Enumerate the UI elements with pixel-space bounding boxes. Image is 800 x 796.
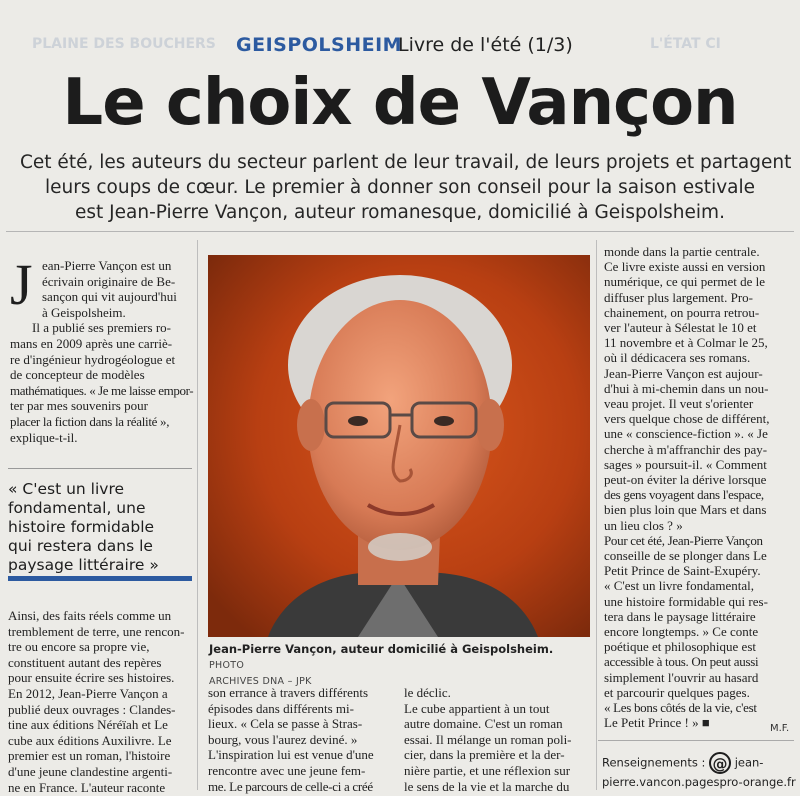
text-line: mans en 2009 après une carriè- <box>10 335 173 351</box>
text-line: une « conscience-fiction ». « Je <box>604 426 768 442</box>
text-line: chainement, on pourra retrou- <box>604 304 760 320</box>
text-line: pour ensuite écrire ses histoires. <box>8 670 175 686</box>
info-email-start: jean- <box>734 755 764 770</box>
text-line: peut-on éviter la dérive lorsque <box>604 472 767 488</box>
text-line: placer la fiction dans la réalité », <box>10 413 170 429</box>
info-email-end: pierre.vancon.pagespro-orange.fr <box>602 775 796 789</box>
text-line: cier, dans la première et la der- <box>404 747 565 763</box>
caption-text: Jean-Pierre Vançon, auteur domicilié à Geispolsheim. <box>209 642 554 656</box>
column-2-bottom <box>208 685 396 794</box>
text-line: En 2012, Jean-Pierre Vançon a <box>8 685 168 701</box>
at-icon: @ <box>709 752 731 774</box>
text-line: tine aux éditions Néréïah et Le <box>8 717 168 733</box>
text-line: rencontre avec une jeune fem- <box>208 762 366 778</box>
text-line: ter par mes souvenirs pour <box>10 398 148 414</box>
column-1-intro <box>10 252 194 445</box>
info-box <box>602 752 796 790</box>
section-town: GEISPOLSHEIM <box>236 34 403 56</box>
text-line: à Geispolsheim. <box>42 304 126 320</box>
text-line: Jean-Pierre Vançon est aujour- <box>604 365 763 381</box>
headline: Le choix de Vançon <box>62 66 738 140</box>
text-line: accessible à tous. On peut aussi <box>604 654 759 670</box>
text-line: bourg, vous l'aurez deviné. » <box>208 731 358 747</box>
chapo <box>20 150 792 225</box>
drop-cap: J <box>10 252 33 317</box>
text-line: simplement l'ouvrir au hasard <box>604 669 759 685</box>
text-line: son errance à travers différents <box>208 685 369 700</box>
info-rule <box>598 740 794 741</box>
text-line: veau projet. Il veut s'orienter <box>604 396 754 412</box>
text-line: Pour cet été, Jean-Pierre Vançon <box>604 532 763 548</box>
text-line: bien plus loin que Mars et dans <box>604 502 767 518</box>
chapo-line: leurs coups de cœur. Le premier à donner son conseil pour la saison estivale <box>44 177 756 198</box>
text-line: cube aux éditions Auxilivre. Le <box>8 732 172 748</box>
ghost-text-top-right: L'ÉTAT CI <box>650 36 721 52</box>
text-line: poétique et philosophique est <box>604 639 757 655</box>
quote-rule-bottom <box>8 576 192 581</box>
top-rule <box>6 231 794 232</box>
text-line: encore longtemps. » Ce conte <box>604 624 759 640</box>
text-line: vers quelque chose de différent, <box>604 411 770 427</box>
caption-credit-archives: ARCHIVES DNA – JPK <box>209 676 312 687</box>
photo-caption <box>209 642 591 689</box>
column-1-bottom <box>8 608 192 795</box>
text-line: ver l'auteur à Sélestat le 10 et <box>604 320 757 336</box>
text-line: des gens voyagent dans l'espace, <box>604 487 764 503</box>
text-line: lieux. « Cela se passe à Stras- <box>208 716 363 732</box>
column-separator <box>596 240 597 790</box>
quote-line: « C'est un livre <box>8 480 125 498</box>
text-line: premier est un roman, l'histoire <box>8 748 171 764</box>
section-header <box>0 28 800 68</box>
text-line: écrivain originaire de Be- <box>42 273 176 289</box>
text-line: « C'est un livre fondamental, <box>604 578 755 594</box>
text-line: constituent autant des repères <box>8 654 162 670</box>
text-line: conseille de se plonger dans Le <box>604 548 767 564</box>
text-line: Petit Prince de Saint-Exupéry. <box>604 563 761 579</box>
text-line: d'hui à mi-chemin dans un nou- <box>604 380 769 396</box>
text-line: explique-t-il. <box>10 429 78 445</box>
text-line: Ce livre existe aussi en version <box>604 259 766 275</box>
text-line: de concepteur de modèles <box>10 367 145 383</box>
text-line: 11 novembre et à Colmar le 25, <box>604 335 768 351</box>
text-line: cherche à m'affranchir des pay- <box>604 441 768 457</box>
text-line: le sens de la vie et la marche du <box>404 778 570 794</box>
text-line: où il dédicacera ses romans. <box>604 350 751 366</box>
portrait-illustration <box>208 255 590 637</box>
text-line: re d'ingénieur hydrogéologue et <box>10 351 176 367</box>
chapo-line: est Jean-Pierre Vançon, auteur romanesque, domicilié à Geispolsheim. <box>75 202 725 223</box>
caption-credit: PHOTO <box>209 660 245 671</box>
text-line: Le cube appartient à un tout <box>404 700 550 716</box>
text-line: diffuser plus largement. Pro- <box>604 289 753 305</box>
quote-line: paysage littéraire » <box>8 556 159 574</box>
text-line: un lieu clos ? » <box>604 517 683 533</box>
text-line: essai. Il mélange un roman poli- <box>404 731 572 747</box>
text-line: tera dans le paysage littéraire <box>604 608 756 624</box>
text-line: sançon qui vit aujourd'hui <box>42 289 177 305</box>
text-line: ne en France. L'auteur raconte <box>8 779 166 795</box>
text-line: Le Petit Prince ! » ■ <box>604 715 710 731</box>
text-line: tre ou encore sa propre vie, <box>8 639 150 655</box>
text-line: L'inspiration lui est venue d'une <box>208 747 374 763</box>
text-line: ean-Pierre Vançon est un <box>42 258 172 273</box>
text-line: me. Le parcours de celle-ci a créé <box>208 778 373 794</box>
text-line: d'une jeune clandestine argenti- <box>8 763 173 779</box>
text-line: le déclic. <box>404 685 451 700</box>
ghost-text-top-left: PLAINE DES BOUCHERS <box>32 36 216 52</box>
text-line: publié deux ouvrages : Clandes- <box>8 701 176 717</box>
column-3-bottom <box>404 685 592 794</box>
text-line: monde dans la partie centrale. <box>604 244 760 259</box>
info-label: Renseignements : <box>602 755 706 770</box>
text-line: nière partie, et une réflexion sur <box>404 762 571 778</box>
text-line: autre domaine. C'est un roman <box>404 716 563 732</box>
column-4 <box>604 244 794 731</box>
text-line: « Les bons côtés de la vie, c'est <box>604 700 757 716</box>
column-separator <box>197 240 198 790</box>
text-line: numérique, ce qui permet de le <box>604 274 765 290</box>
pull-quote <box>8 480 192 575</box>
text-line: sages » poursuit-il. « Comment <box>604 456 767 472</box>
text-line: mathématiques. « Je me laisse empor- <box>10 382 194 398</box>
quote-line: fondamental, une <box>8 499 146 517</box>
quote-line: histoire formidable <box>8 518 155 536</box>
author-photo <box>208 255 590 637</box>
chapo-line: Cet été, les auteurs du secteur parlent de leur travail, de leurs projets et partagent <box>20 152 792 173</box>
text-line: une histoire formidable qui res- <box>604 593 768 609</box>
quote-line: qui restera dans le <box>8 537 153 555</box>
author-signature: M.F. <box>770 723 790 734</box>
text-line: épisodes dans différents mi- <box>208 700 354 716</box>
section-series: Livre de l'été (1/3) <box>398 34 573 56</box>
text-line: Ainsi, des faits réels comme un <box>8 608 172 623</box>
quote-rule-top <box>8 468 192 469</box>
text-line: Il a publié ses premiers ro- <box>32 320 171 336</box>
text-line: et parcourir quelques pages. <box>604 684 750 700</box>
text-line: tremblement de terre, une rencon- <box>8 623 185 639</box>
